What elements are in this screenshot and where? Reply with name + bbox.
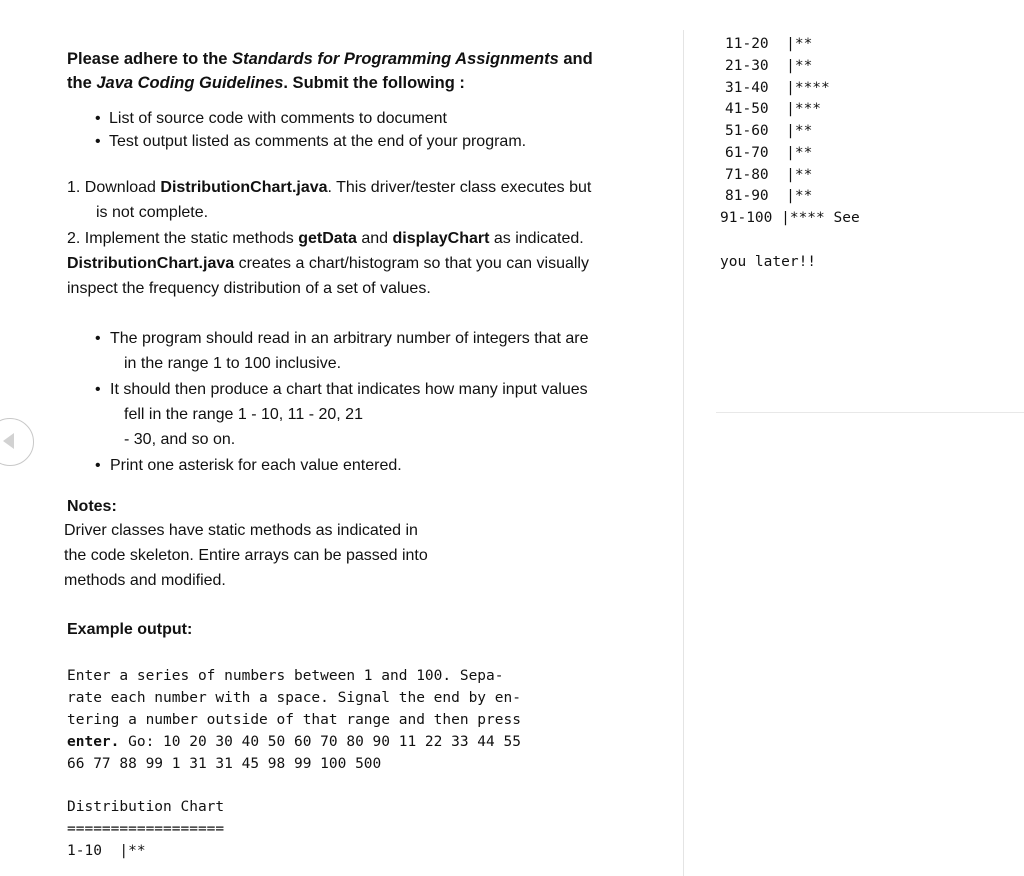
example-output-line: rate each number with a space. Signal the end by en- xyxy=(67,690,521,706)
chart-row: 91-100 |**** See xyxy=(720,210,860,226)
step-1-cont: is not complete. xyxy=(96,204,209,221)
requirement-cont: - 30, and so on. xyxy=(124,431,236,448)
example-output-line: enter. Go: 10 20 30 40 50 60 70 80 90 11 22 33 44 55 xyxy=(67,734,521,750)
requirement-cont: fell in the range 1 - 10, 11 - 20, 21 xyxy=(124,406,363,423)
step-2: 2. Implement the static methods getData and displayChart as indicated. xyxy=(67,230,584,247)
submit-item: • Test output listed as comments at the end of your program. xyxy=(95,133,527,150)
requirement-cont: in the range 1 to 100 inclusive. xyxy=(124,355,342,372)
chart-row: 1-10 |** xyxy=(67,843,146,859)
chart-row: 71-80 |** xyxy=(725,167,813,183)
chart-title: Distribution Chart xyxy=(67,799,225,815)
requirement-item: • Print one asterisk for each value entered. xyxy=(95,457,402,474)
section-separator xyxy=(716,412,1024,413)
chevron-left-icon xyxy=(1,432,19,450)
example-output-line: tering a number outside of that range and then press xyxy=(67,712,521,728)
chart-row: 11-20 |** xyxy=(725,36,813,52)
closing-line: you later!! xyxy=(720,254,817,270)
example-output-line: 66 77 88 99 1 31 31 45 98 99 100 500 xyxy=(67,756,382,772)
step-3-cont: inspect the frequency distribution of a set of values. xyxy=(67,280,431,297)
requirement-item: • It should then produce a chart that indicates how many input values xyxy=(95,381,588,398)
chart-row: 41-50 |*** xyxy=(725,101,822,117)
chart-rule: ================== xyxy=(67,821,225,837)
submit-item: • List of source code with comments to document xyxy=(95,110,447,127)
chart-row: 61-70 |** xyxy=(725,145,813,161)
example-title: Example output: xyxy=(67,621,193,638)
notes-line: the code skeleton. Entire arrays can be passed into xyxy=(64,547,428,564)
header-line-1: Please adhere to the Standards for Programming Assignments and xyxy=(67,50,593,68)
chart-row: 81-90 |** xyxy=(725,188,813,204)
step-3: DistributionChart.java creates a chart/histogram so that you can visually xyxy=(67,255,589,272)
notes-title: Notes: xyxy=(67,498,117,515)
requirement-item: • The program should read in an arbitrary number of integers that are xyxy=(95,330,589,347)
header-line-2: the Java Coding Guidelines. Submit the following : xyxy=(67,74,465,92)
chart-row: 51-60 |** xyxy=(725,123,813,139)
notes-line: Driver classes have static methods as indicated in xyxy=(64,522,418,539)
chart-row: 21-30 |** xyxy=(725,58,813,74)
notes-line: methods and modified. xyxy=(64,572,226,589)
step-1: 1. Download DistributionChart.java. This driver/tester class executes but xyxy=(67,179,592,196)
continuation-panel xyxy=(684,0,1024,876)
example-output-line: Enter a series of numbers between 1 and 100. Sepa- xyxy=(67,668,504,684)
chart-row: 31-40 |**** xyxy=(725,80,830,96)
